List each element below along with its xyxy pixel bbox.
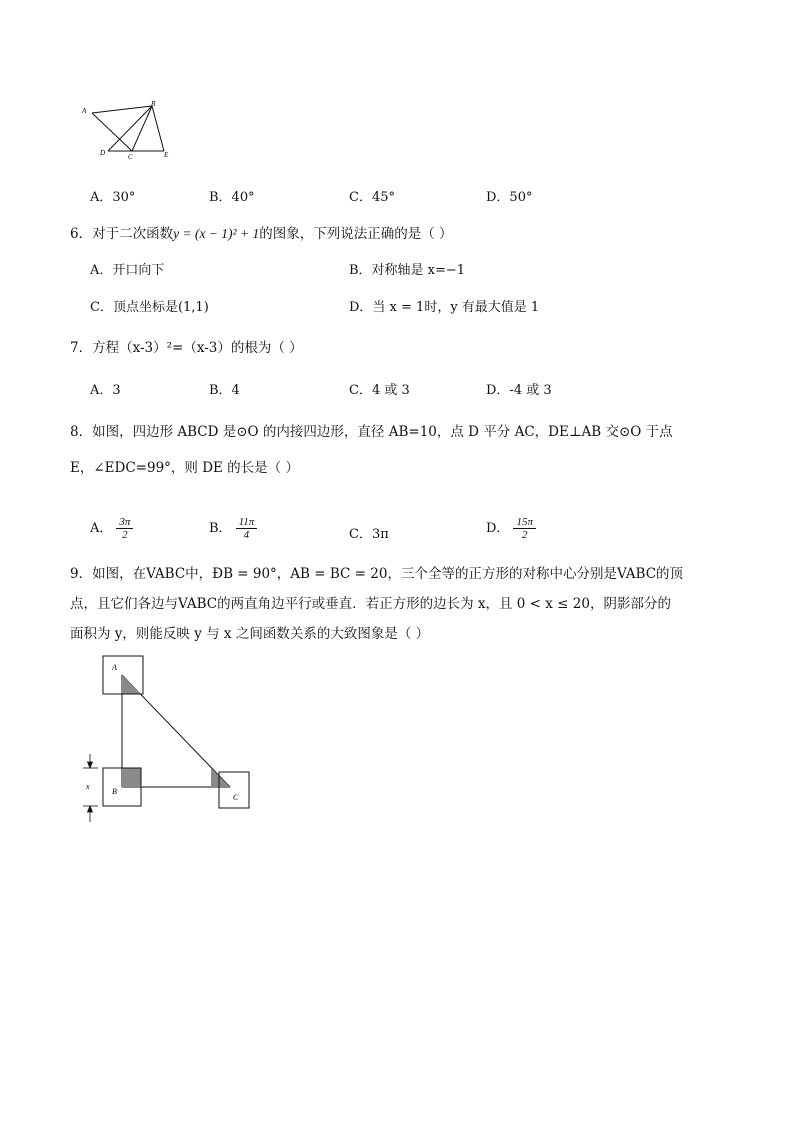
q8-option-a-den: 2 xyxy=(122,529,128,541)
q6-option-c: C．顶点坐标是(1,1) xyxy=(90,300,209,315)
q5-option-b: B．40° xyxy=(209,190,255,205)
q6-stem-prefix: 6．对于二次函数 xyxy=(70,226,174,242)
q8-option-c-text: 3π xyxy=(371,527,389,542)
q8-option-d-letter: D． xyxy=(486,521,510,536)
q6-stem xyxy=(70,222,453,242)
q8-option-a-fraction xyxy=(116,516,133,541)
q7-stem: 7．方程（x-3）²=（x-3）的根为（ ） xyxy=(70,340,303,356)
fig9-label-c: C xyxy=(233,793,239,802)
q8-option-c xyxy=(349,523,389,542)
q5-option-d: D．50° xyxy=(486,190,533,205)
q8-option-d-num: 15π xyxy=(513,516,536,529)
fig9-label-a: A xyxy=(112,663,117,672)
fig9-label-b: B xyxy=(112,787,117,796)
q8-option-b-num: 11π xyxy=(236,516,258,529)
q8-stem-line2: E，∠EDC=99°，则 DE 的长是（ ） xyxy=(70,460,299,476)
q8-stem-line1: 8．如图，四边形 ABCD 是⊙O 的内接四边形，直径 AB=10，点 D 平分 AC，DE⊥AB 交⊙O 于点 xyxy=(70,424,673,440)
fig5-label-c: C xyxy=(128,153,133,161)
q7-option-a: A．3 xyxy=(90,383,121,398)
q6-formula: y = (x − 1)² + 1 xyxy=(173,226,260,241)
fig9-label-x: x xyxy=(86,782,90,791)
q8-option-a-num: 3π xyxy=(116,516,133,529)
q5-option-a: A．30° xyxy=(90,190,136,205)
q8-option-b xyxy=(209,516,257,541)
q5-option-c: C．45° xyxy=(349,190,395,205)
fig5-label-d: D xyxy=(100,149,106,157)
q6-stem-suffix: 的图象，下列说法正确的是（ ） xyxy=(259,226,453,242)
q8-option-b-letter: B． xyxy=(209,521,232,536)
q7-option-d: D．-4 或 3 xyxy=(486,383,552,398)
q6-option-d: D．当 x = 1时，y 有最大值是 1 xyxy=(349,300,540,315)
q7-option-b: B．4 xyxy=(209,383,240,398)
q9-stem-line3: 面积为 y，则能反映 y 与 x 之间函数关系的大致图象是（ ） xyxy=(70,626,430,642)
q9-stem-line2: 点，且它们各边与VABC的两直角边平行或垂直．若正方形的边长为 x，且 0 < x ≤ 20，阴影部分的 xyxy=(70,596,671,612)
fig5-label-e: E xyxy=(164,151,169,159)
q8-option-b-den: 4 xyxy=(243,529,250,541)
fig5-label-b: B xyxy=(151,100,156,108)
q8-option-a xyxy=(90,516,133,541)
shade-b xyxy=(122,768,141,787)
q8-option-c-letter: C． xyxy=(349,527,372,542)
q8-option-d xyxy=(486,516,536,541)
q5-figure xyxy=(78,98,178,163)
q7-option-c: C．4 或 3 xyxy=(349,383,410,398)
q9-stem-line1: 9．如图，在VABC中，ÐB = 90°，AB = BC = 20，三个全等的正方形的对称中心分别是VABC的顶 xyxy=(70,566,684,582)
q8-option-d-den: 2 xyxy=(521,529,528,541)
q6-option-b: B．对称轴是 x=−1 xyxy=(349,263,466,278)
q9-figure xyxy=(80,650,260,830)
q8-option-b-fraction xyxy=(236,516,258,541)
fig5-label-a: A xyxy=(82,107,87,115)
q8-option-d-fraction xyxy=(513,516,536,541)
q6-option-a: A．开口向下 xyxy=(90,263,165,278)
q8-option-a-letter: A． xyxy=(90,521,113,536)
